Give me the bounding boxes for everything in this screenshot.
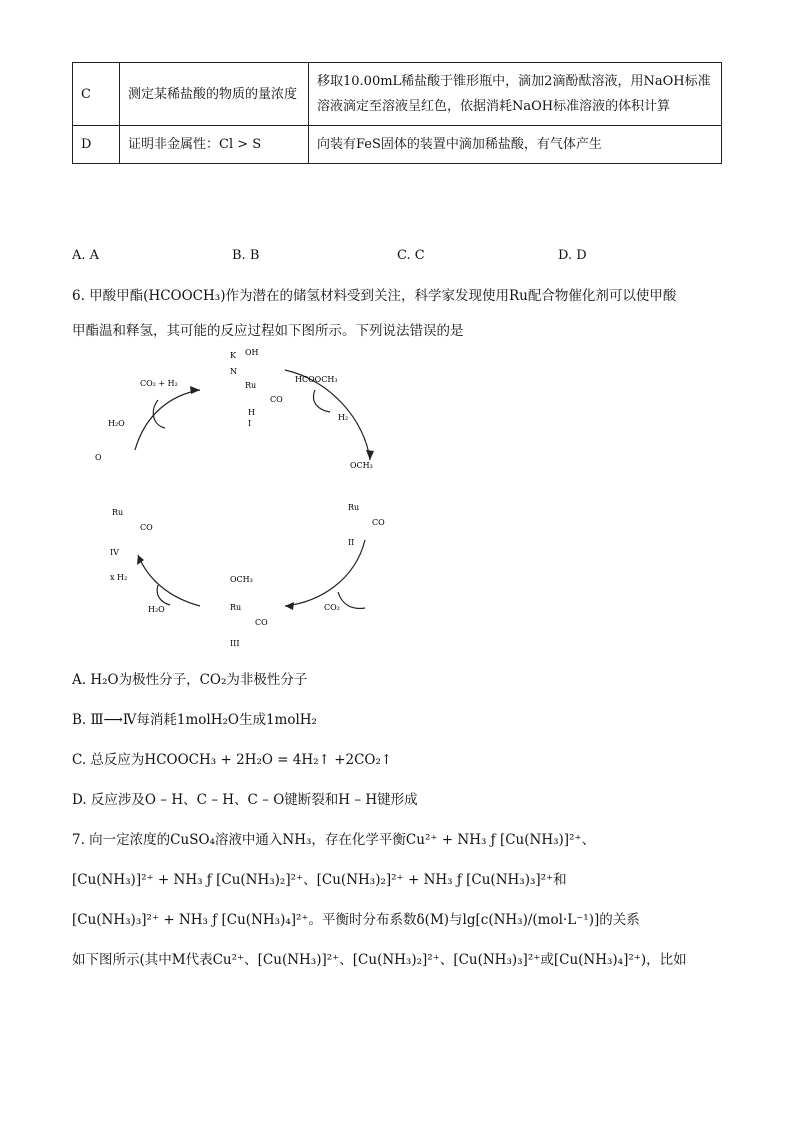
label-co-IV: CO: [140, 523, 153, 532]
label-in1: HCOOCH₃: [295, 375, 338, 384]
arrow-IV-I: [135, 390, 200, 450]
label-co-I: CO: [270, 395, 283, 404]
label-ru-I: Ru: [245, 381, 257, 390]
label-III: III: [230, 639, 240, 648]
label-II: II: [348, 538, 355, 547]
choice-b[interactable]: B. B: [232, 248, 260, 263]
label-n: N: [230, 367, 237, 376]
label-ru-II: Ru: [348, 503, 360, 512]
label-ru-IV: Ru: [112, 508, 124, 517]
q7-line4: 如下图所示(其中M代表Cu²⁺、[Cu(NH₃)]²⁺、[Cu(NH₃)₂]²⁺、[Cu(NH₃)₃]²⁺或[Cu(NH₃)₄]²⁺)，比如: [72, 952, 687, 968]
q6-stem-line1: 6. 甲酸甲酯(HCOOCH₃)作为潜在的储氢材料受到关注，科学家发现使用Ru配合物催化剂可以使甲酸: [72, 288, 677, 304]
side-arrow-co2: [338, 592, 365, 608]
q7-line3: [Cu(NH₃)₃]²⁺ + NH₃ ƒ [Cu(NH₃)₄]²⁺。平衡时分布系数δ(M)与lg[c(NH₃)/(mol·L⁻¹)]的关系: [72, 912, 640, 928]
label-IV: IV: [110, 548, 119, 557]
table-row: [73, 126, 722, 164]
q6-option-d[interactable]: D. 反应涉及O – H、C – H、C – O键断裂和H – H键形成: [72, 792, 418, 808]
q7-line2: [Cu(NH₃)]²⁺ + NH₃ ƒ [Cu(NH₃)₂]²⁺、[Cu(NH₃)₂]²⁺ + NH₃ ƒ [Cu(NH₃)₃]²⁺和: [72, 872, 567, 888]
label-co-II: CO: [372, 518, 385, 527]
choice-d[interactable]: D. D: [558, 248, 587, 263]
q6-option-a[interactable]: A. H₂O为极性分子，CO₂为非极性分子: [72, 672, 308, 688]
label-k: K: [230, 351, 236, 360]
label-oh: OH: [245, 348, 259, 357]
label-in3: H₂O: [148, 605, 165, 614]
q6-option-c[interactable]: C. 总反应为HCOOCH₃ + 2H₂O = 4H₂↑ +2CO₂↑: [72, 752, 393, 768]
q7-line1: 7. 向一定浓度的CuSO₄溶液中通入NH₃，存在化学平衡Cu²⁺ + NH₃ ƒ [Cu(NH₃)]²⁺、: [72, 832, 596, 848]
label-och3: OCH₃: [350, 461, 373, 470]
side-arrow-h2: [313, 390, 330, 412]
row-operation: 向装有FeS固体的装置中滴加稀盐酸，有气体产生: [309, 126, 722, 164]
label-och3-III: OCH₃: [230, 575, 253, 584]
label-co-III: CO: [255, 618, 268, 627]
label-I: I: [248, 419, 252, 428]
label-in4: H₂O: [108, 419, 125, 428]
arrow-II-III: [285, 540, 365, 606]
label-h-I: H: [248, 408, 255, 417]
label-o-IV: O: [95, 453, 102, 462]
row-purpose: 测定某稀盐酸的物质的量浓度: [120, 63, 309, 126]
row-purpose: 证明非金属性：Cl > S: [120, 126, 309, 164]
label-out3: x H₂: [110, 573, 128, 582]
row-operation: 移取10.00mL稀盐酸于锥形瓶中，滴加2滴酚酞溶液，用NaOH标准溶液滴定至溶液呈红色，依据消耗NaOH标准溶液的体积计算: [309, 63, 722, 126]
label-out1: H₂: [338, 413, 349, 422]
row-label: C: [73, 63, 120, 126]
label-out4: CO₂ + H₂: [140, 379, 178, 388]
table-row: [73, 63, 722, 126]
experiment-table: [72, 62, 722, 164]
q6-stem-line2: 甲酯温和释氢，其可能的反应过程如下图所示。下列说法错误的是: [72, 323, 464, 339]
row-label: D: [73, 126, 120, 164]
choice-a[interactable]: A. A: [72, 248, 100, 263]
label-ru-III: Ru: [230, 603, 242, 612]
catalytic-cycle-diagram: [80, 340, 400, 660]
label-out2: CO₂: [324, 603, 340, 612]
choice-c[interactable]: C. C: [397, 248, 425, 263]
q6-option-b[interactable]: B. Ⅲ⟶Ⅳ每消耗1molH₂O生成1molH₂: [72, 712, 317, 728]
arrow-III-IV: [138, 555, 200, 606]
